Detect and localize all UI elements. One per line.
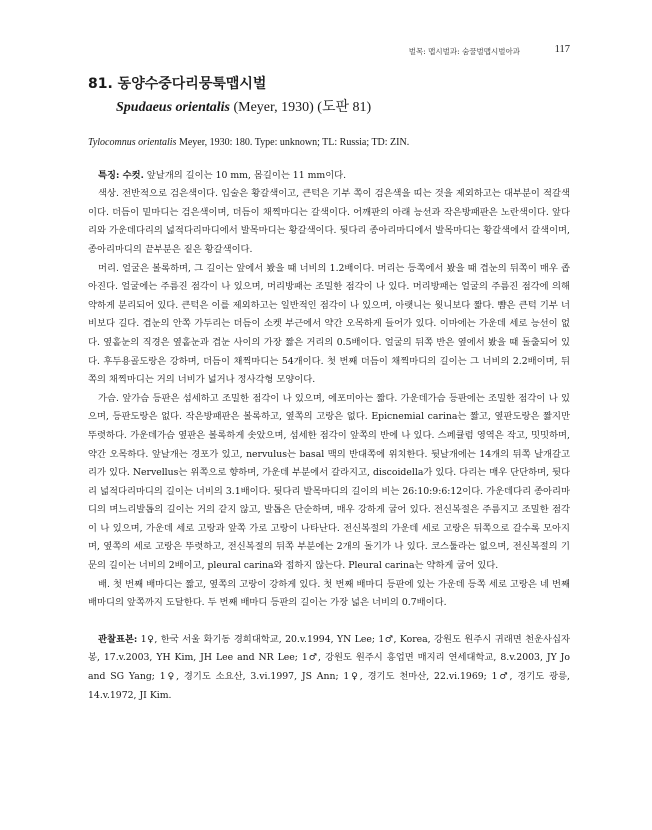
material-label: 관찰표본: xyxy=(98,633,138,645)
authority-and-plate: (Meyer, 1930) (도판 81) xyxy=(229,100,372,115)
species-title xyxy=(88,74,570,118)
material-examined xyxy=(88,631,570,705)
synonymy xyxy=(88,134,570,153)
head-paragraph: 머리. 얼굴은 볼록하며, 그 길이는 앞에서 봤을 때 너비의 1.2배이다. 머리는 등쪽에서 봤을 때 겹눈의 뒤쪽이 매우 좁아진다. 얼굴에는 주름진 점각이 나 있으며, 머리방패는 조밀한 점각이 나 있다. 머리방패는 얼굴의 주름진 점각에 의해 약하게 분리되어 있다. 큰턱은 이를 제외하고는 일반적인 점각이 나 있으며, 아랫니는 윗니보다 짧다. 뺨은 큰턱 기부 너비보다 길다. 겹눈의 안쪽 가두리는 더듬이 소켓 부근에서 약간 오목하게 들어가 있다. 이마에는 가운데 세로 능선이 없다. 옆홑눈의 직경은 옆홑눈과 겹눈 사이의 가장 짧은 거리의 0.5배이다. 얼굴의 뒤쪽 반은 옆에서 봤을 때 돌출되어 있다. 후두용골도랑은 강하며, 더듬이 채찍마디는 54개이다. 첫 번째 더듬이 채찍마디의 길이는 그 너비의 2.2배이며, 뒤쪽의 채찍마디는 거의 너비가 넓거나 정사각형 모양이다. xyxy=(88,262,570,386)
page-header xyxy=(88,44,570,60)
running-head: 벌목: 맵시벌과: 숨꿀벌맵시벌아과 xyxy=(408,47,520,56)
synonym-reference: Meyer, 1930: 180. Type: unknown; TL: Russia; TD: ZIN. xyxy=(176,137,410,148)
page-number: 117 xyxy=(554,44,570,55)
abdomen-paragraph: 배. 첫 번째 배마디는 짧고, 옆쪽의 고랑이 강하게 있다. 첫 번째 배마디 등판에 있는 가운데 등쪽 세로 고랑은 네 번째 배마디의 앞쪽까지 도달한다. 두 번째 배마디 등판의 길이는 가장 넓은 너비의 0.7배이다. xyxy=(88,578,570,609)
species-scientific-line xyxy=(116,98,570,118)
color-paragraph: 색상. 전반적으로 검은색이다. 입술은 황갈색이고, 큰턱은 기부 쪽이 검은색을 띠는 것을 제외하고는 대부분이 적갈색이다. 더듬이 밑마디는 검은색이며, 더듬이 채찍마디는 갈색이다. 어깨판의 아래 능선과 작은방패판은 노란색이다. 앞다리와 가운데다리의 넓적다리마디에서 발목마디는 황갈색이다. 뒷다리 종아리마디에서 발목마디는 황갈색에서 갈색이며, 종아리마디의 끝부분은 짙은 황갈색이다. xyxy=(88,188,570,255)
species-description xyxy=(88,134,570,705)
thorax-paragraph: 가슴. 앞가슴 등판은 섬세하고 조밀한 점각이 나 있으며, 에포미아는 짧다. 가운데가슴 등판에는 조밀한 점각이 나 있으며, 등판도랑은 없다. 작은방패판은 볼록하고, 옆쪽의 고랑은 없다. Epicnemial carina는 짧고, 옆판도랑은 짧지만 뚜렷하다. 가운데가슴 옆판은 볼록하게 솟았으며, 섬세한 점각이 앞쪽의 반에 나 있다. 스페큘럼 영역은 작고, 밋밋하며, 약간 오목하다. 앞날개는 경포가 있고, nervulus는 basal 맥의 반대쪽에 위치한다. 뒷날개에는 14개의 뒤쪽 날개갈고리가 있다. Nervellus는 위쪽으로 향하며, 가운데 부분에서 갈라지고, discoidella가 있다. 다리는 매우 단단하며, 뒷다리 넓적다리마디의 길이는 너비의 3.1배이다. 뒷다리 발목마디의 길이의 비는 26:10:9:6:12이다. 가운데다리 종아리마디의 며느리발톱의 길이는 거의 같지 않고, 발톱은 단순하며, 매우 강하게 굽어 있다. 전신복절은 주름지고 조밀한 점각이 나 있으며, 가운데 세로 고랑과 앞쪽 가로 고랑이 나타난다. 전신복절의 가운데 세로 고랑은 뒤쪽으로 갈수록 모아지며, 옆쪽의 세로 고랑은 뚜렷하고, 전신복절의 뒤쪽 부분에는 2개의 돌기가 나 있다. 코스툴라는 없으며, 전신복절의 기문의 길이는 너비의 2배이고, pleural carina와 접하지 않는다. Pleural carina는 약하게 굽어 있다. xyxy=(88,392,570,572)
features-label: 특징: 수컷. xyxy=(98,169,144,181)
species-korean-name: 81. 동양수중다리뭉툭맵시벌 xyxy=(88,76,267,92)
features-text: 앞날개의 길이는 10 mm, 몸길이는 11 mm이다. xyxy=(143,169,347,181)
material-text: 1♀, 한국 서울 화기동 경희대학교, 20.v.1994, YN Lee; 1♂, Korea, 강원도 원주시 귀래면 천운사십자봉, 17.v.2003, YH Kim, JH Lee and NR Lee; 1♂, 강원도 원주시 흥업면 매지리 연세대학교, 8.v.2003, JY Jo and SG Yang; 1♀, 경기도 소요산, 3.vi.1997, JS Ann; 1♀, 경기도 천마산, 22.vi.1969; 1♂, 경기도 광릉, 14.v.1972, JI Kim. xyxy=(88,633,570,701)
features-paragraph xyxy=(88,167,570,186)
scientific-name: Spudaeus orientalis xyxy=(116,100,230,115)
synonym-name: Tylocomnus orientalis xyxy=(88,137,177,148)
